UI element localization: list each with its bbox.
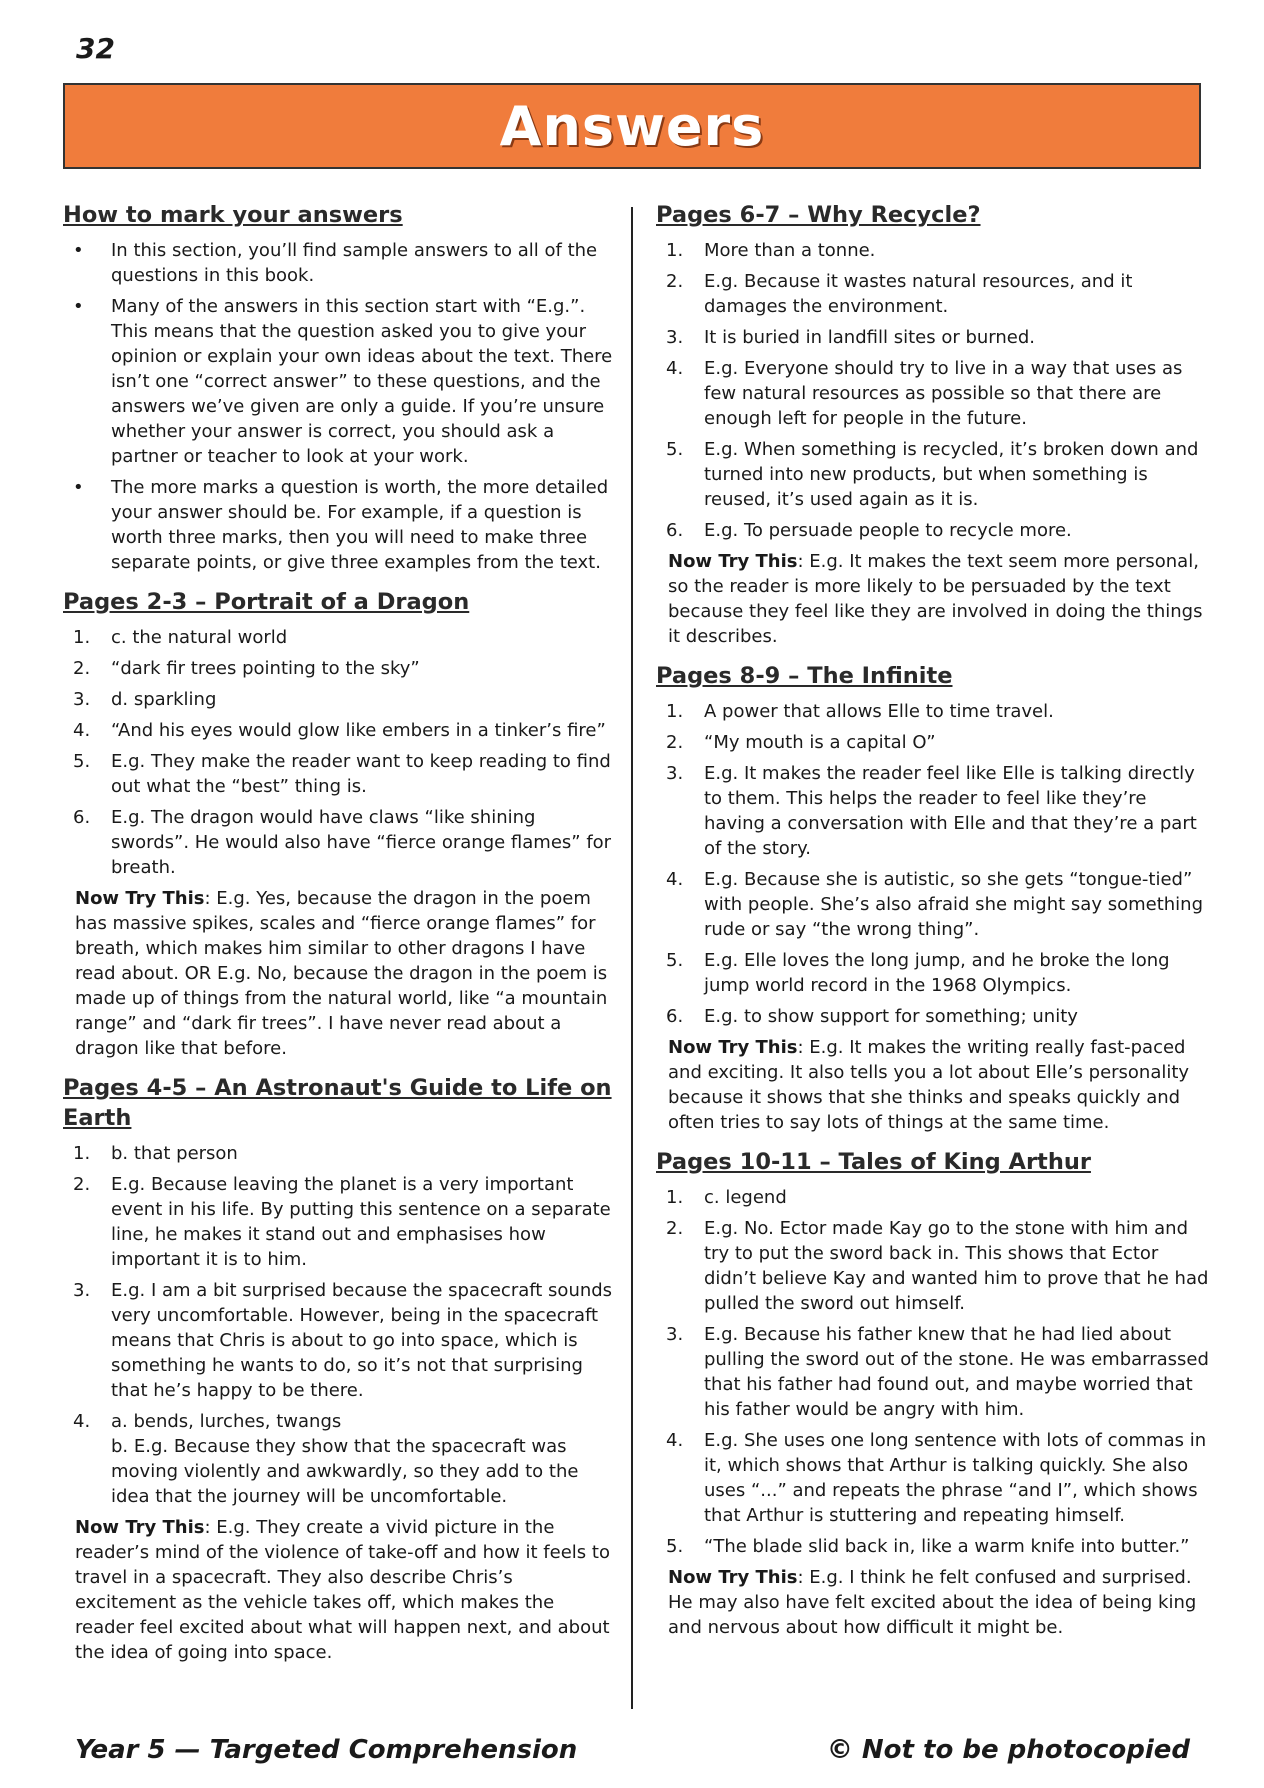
- section-tales-of-king-arthur: [656, 1147, 1209, 1640]
- now-try-this-label: Now Try This: [75, 888, 205, 909]
- answer-text: b. E.g. Because they show that the spacecraft was moving violently and awkwardly, so they add to the idea that the journey will be uncomfortable.: [111, 1436, 579, 1507]
- answer-text: c. legend: [704, 1187, 787, 1208]
- answer-text: E.g. Elle loves the long jump, and he broke the long jump world record in the 1968 Olympics.: [704, 950, 1170, 996]
- answer-number: 5.: [666, 1536, 684, 1557]
- answer-number: 4.: [666, 869, 684, 890]
- page-number: 32: [76, 32, 115, 65]
- answer-number: 2.: [666, 271, 684, 292]
- section-portrait-of-a-dragon: [63, 587, 615, 1061]
- answer-number: 6.: [666, 1006, 684, 1027]
- answer-list: [63, 625, 615, 880]
- answer-text: c. the natural world: [111, 627, 288, 648]
- answer-item: [63, 625, 615, 650]
- answer-text: E.g. To persuade people to recycle more.: [704, 520, 1072, 541]
- answer-item: [656, 437, 1209, 512]
- answer-list: [656, 1185, 1209, 1559]
- answer-number: 4.: [666, 358, 684, 379]
- answer-item: [656, 238, 1209, 263]
- answer-item: [63, 1278, 615, 1403]
- answer-item: [63, 1141, 615, 1166]
- now-try-this: [656, 1035, 1209, 1135]
- now-try-this: [63, 886, 615, 1061]
- answer-text: E.g. Everyone should try to live in a way that uses as few natural resources as possible so that there are enough left for people in the future.: [704, 358, 1183, 429]
- answer-item: [656, 325, 1209, 350]
- answer-item: [656, 867, 1209, 942]
- answer-item: [63, 687, 615, 712]
- bullet-list: [63, 238, 615, 575]
- section-why-recycle: [656, 200, 1209, 649]
- answer-text: b. that person: [111, 1143, 238, 1164]
- answer-text: E.g. to show support for something; unity: [704, 1006, 1078, 1027]
- answer-item: [656, 1322, 1209, 1422]
- answer-number: 2.: [73, 1174, 91, 1195]
- footer-copyright: © Not to be photocopied: [826, 1735, 1190, 1765]
- answer-item: [656, 699, 1209, 724]
- answer-text: E.g. Because it wastes natural resources, and it damages the environment.: [704, 271, 1133, 317]
- now-try-this-text: : E.g. They create a vivid picture in the reader’s mind of the violence of take-off and how it feels to travel in a spacecraft. They also describe Chris’s excitement as the vehicle takes off, which makes the reader feel excited about what will happen next, and about the idea of going into space.: [75, 1517, 610, 1663]
- answer-list: [63, 1141, 615, 1509]
- answer-number: 3.: [73, 689, 91, 710]
- now-try-this: [63, 1515, 615, 1665]
- left-column: [63, 200, 615, 1677]
- answer-item: [63, 656, 615, 681]
- answer-list: [656, 699, 1209, 1029]
- answer-text: E.g. When something is recycled, it’s broken down and turned into new products, but when something is reused, it’s used again as it is.: [704, 439, 1199, 510]
- answer-number: 5.: [73, 751, 91, 772]
- section-the-infinite: [656, 661, 1209, 1135]
- answer-number: 4.: [73, 720, 91, 741]
- answer-item: [656, 1428, 1209, 1528]
- section-heading: Pages 6-7 – Why Recycle?: [656, 202, 981, 228]
- footer-book-title: Year 5 — Targeted Comprehension: [75, 1735, 578, 1765]
- answer-text: “dark fir trees pointing to the sky”: [111, 658, 420, 679]
- answer-item: [656, 269, 1209, 319]
- answer-text: E.g. Because she is autistic, so she gets “tongue-tied” with people. She’s also afraid she might say something rude or say “the wrong thing”.: [704, 869, 1203, 940]
- answer-item: [656, 356, 1209, 431]
- answer-item: [656, 1004, 1209, 1029]
- answer-text: E.g. The dragon would have claws “like shining swords”. He would also have “fierce orange flames” for breath.: [111, 807, 612, 878]
- section-heading: Pages 2-3 – Portrait of a Dragon: [63, 589, 470, 615]
- answer-item: [63, 718, 615, 743]
- answer-item: [656, 761, 1209, 861]
- answer-text: a. bends, lurches, twangs: [111, 1411, 342, 1432]
- answer-text: “My mouth is a capital O”: [704, 732, 936, 753]
- section-heading: How to mark your answers: [63, 202, 403, 228]
- now-try-this-label: Now Try This: [668, 1567, 798, 1588]
- now-try-this-label: Now Try This: [75, 1517, 205, 1538]
- answer-number: 2.: [666, 1218, 684, 1239]
- answer-item: [656, 1534, 1209, 1559]
- answer-text: It is buried in landfill sites or burned.: [704, 327, 1035, 348]
- answer-item: [63, 1409, 615, 1509]
- answer-number: 3.: [666, 327, 684, 348]
- answer-list: [656, 238, 1209, 543]
- answer-text: E.g. It makes the reader feel like Elle is talking directly to them. This helps the reader to feel like they’re having a conversation with Elle and that they’re a part of the story.: [704, 763, 1197, 859]
- title-banner: [63, 83, 1201, 169]
- right-column: [656, 200, 1209, 1652]
- answer-number: 2.: [666, 732, 684, 753]
- now-try-this-text: : E.g. Yes, because the dragon in the poem has massive spikes, scales and “fierce orange flames” for breath, which makes him similar to other dragons I have read about. OR E.g. No, because the dragon in the poem is made up of things from the natural world, like “a mountain range” and “dark fir trees”. I have never read about a dragon like that before.: [75, 888, 608, 1059]
- answer-number: 1.: [666, 701, 684, 722]
- answer-text: A power that allows Elle to time travel.: [704, 701, 1054, 722]
- answer-text: E.g. She uses one long sentence with lots of commas in it, which shows that Arthur is talking quickly. She also uses “...” and repeats the phrase “and I”, which shows that Arthur is stuttering and repeating himself.: [704, 1430, 1207, 1526]
- answer-number: 3.: [73, 1280, 91, 1301]
- answer-number: 4.: [666, 1430, 684, 1451]
- now-try-this-label: Now Try This: [668, 1037, 798, 1058]
- answer-number: 6.: [666, 520, 684, 541]
- now-try-this: [656, 549, 1209, 649]
- answer-item: [656, 948, 1209, 998]
- answer-text: E.g. Because his father knew that he had lied about pulling the sword out of the stone. He was embarrassed that his father had found out, and maybe worried that his father would be angry with him.: [704, 1324, 1209, 1420]
- answer-text: “The blade slid back in, like a warm knife into butter.”: [704, 1536, 1190, 1557]
- answer-number: 1.: [666, 240, 684, 261]
- answer-number: 1.: [73, 627, 91, 648]
- answer-item: [63, 749, 615, 799]
- bullet-item: • The more marks a question is worth, the more detailed your answer should be. For example, if a question is worth three marks, then you will need to make three separate points, or give three examples from the text.: [63, 475, 615, 575]
- answer-number: 5.: [666, 950, 684, 971]
- answer-number: 1.: [73, 1143, 91, 1164]
- page-title: Answers: [499, 94, 765, 158]
- now-try-this-text: : E.g. It makes the writing really fast-paced and exciting. It also tells you a lot about Elle’s personality because it shows that she thinks and speaks quickly and often tries to say lots of things at the same time.: [668, 1037, 1190, 1133]
- section-heading: Pages 10-11 – Tales of King Arthur: [656, 1149, 1091, 1175]
- answer-text: More than a tonne.: [704, 240, 876, 261]
- answer-number: 5.: [666, 439, 684, 460]
- bullet-item: • In this section, you’ll find sample answers to all of the questions in this book.: [63, 238, 615, 288]
- answer-item: [63, 805, 615, 880]
- section-astronauts-guide: [63, 1073, 615, 1665]
- column-divider: [631, 207, 633, 1709]
- answer-number: 4.: [73, 1411, 91, 1432]
- section-heading: Pages 4-5 – An Astronaut's Guide to Life on Earth: [63, 1075, 612, 1131]
- answer-number: 3.: [666, 763, 684, 784]
- answer-number: 6.: [73, 807, 91, 828]
- answer-item: [656, 1185, 1209, 1210]
- answer-text: E.g. No. Ector made Kay go to the stone with him and try to put the sword back in. This shows that Ector didn’t believe Kay and wanted him to prove that he had pulled the sword out himself.: [704, 1218, 1209, 1314]
- answer-number: 1.: [666, 1187, 684, 1208]
- answer-item: [656, 1216, 1209, 1316]
- answer-text: E.g. I am a bit surprised because the spacecraft sounds very uncomfortable. However, being in the spacecraft means that Chris is about to go into space, which is something he wants to do, so it’s not that surprising that he’s happy to be there.: [111, 1280, 613, 1401]
- now-try-this-label: Now Try This: [668, 551, 798, 572]
- now-try-this-text: : E.g. I think he felt confused and surprised. He may also have felt excited about the idea of being king and nervous about how difficult it might be.: [668, 1567, 1197, 1638]
- answer-text: E.g. They make the reader want to keep reading to find out what the “best” thing is.: [111, 751, 611, 797]
- answer-text: “And his eyes would glow like embers in a tinker’s fire”: [111, 720, 606, 741]
- answer-item: [656, 730, 1209, 755]
- answer-number: 2.: [73, 658, 91, 679]
- now-try-this: [656, 1565, 1209, 1640]
- answer-text: d. sparkling: [111, 689, 217, 710]
- bullet-item: • Many of the answers in this section start with “E.g.”. This means that the question asked you to give your opinion or explain your own ideas about the text. There isn’t one “correct answer” to these questions, and the answers we’ve given are only a guide. If you’re unsure whether your answer is correct, you should ask a partner or teacher to look at your work.: [63, 294, 615, 469]
- now-try-this-text: : E.g. It makes the text seem more personal, so the reader is more likely to be persuaded by the text because they feel like they are involved in doing the things it describes.: [668, 551, 1203, 647]
- answer-item: [656, 518, 1209, 543]
- answer-item: [63, 1172, 615, 1272]
- answer-text: E.g. Because leaving the planet is a very important event in his life. By putting this sentence on a separate line, he makes it stand out and emphasises how important it is to him.: [111, 1174, 611, 1270]
- section-heading: Pages 8-9 – The Infinite: [656, 663, 953, 689]
- section-how-to-mark: [63, 200, 615, 575]
- answer-number: 3.: [666, 1324, 684, 1345]
